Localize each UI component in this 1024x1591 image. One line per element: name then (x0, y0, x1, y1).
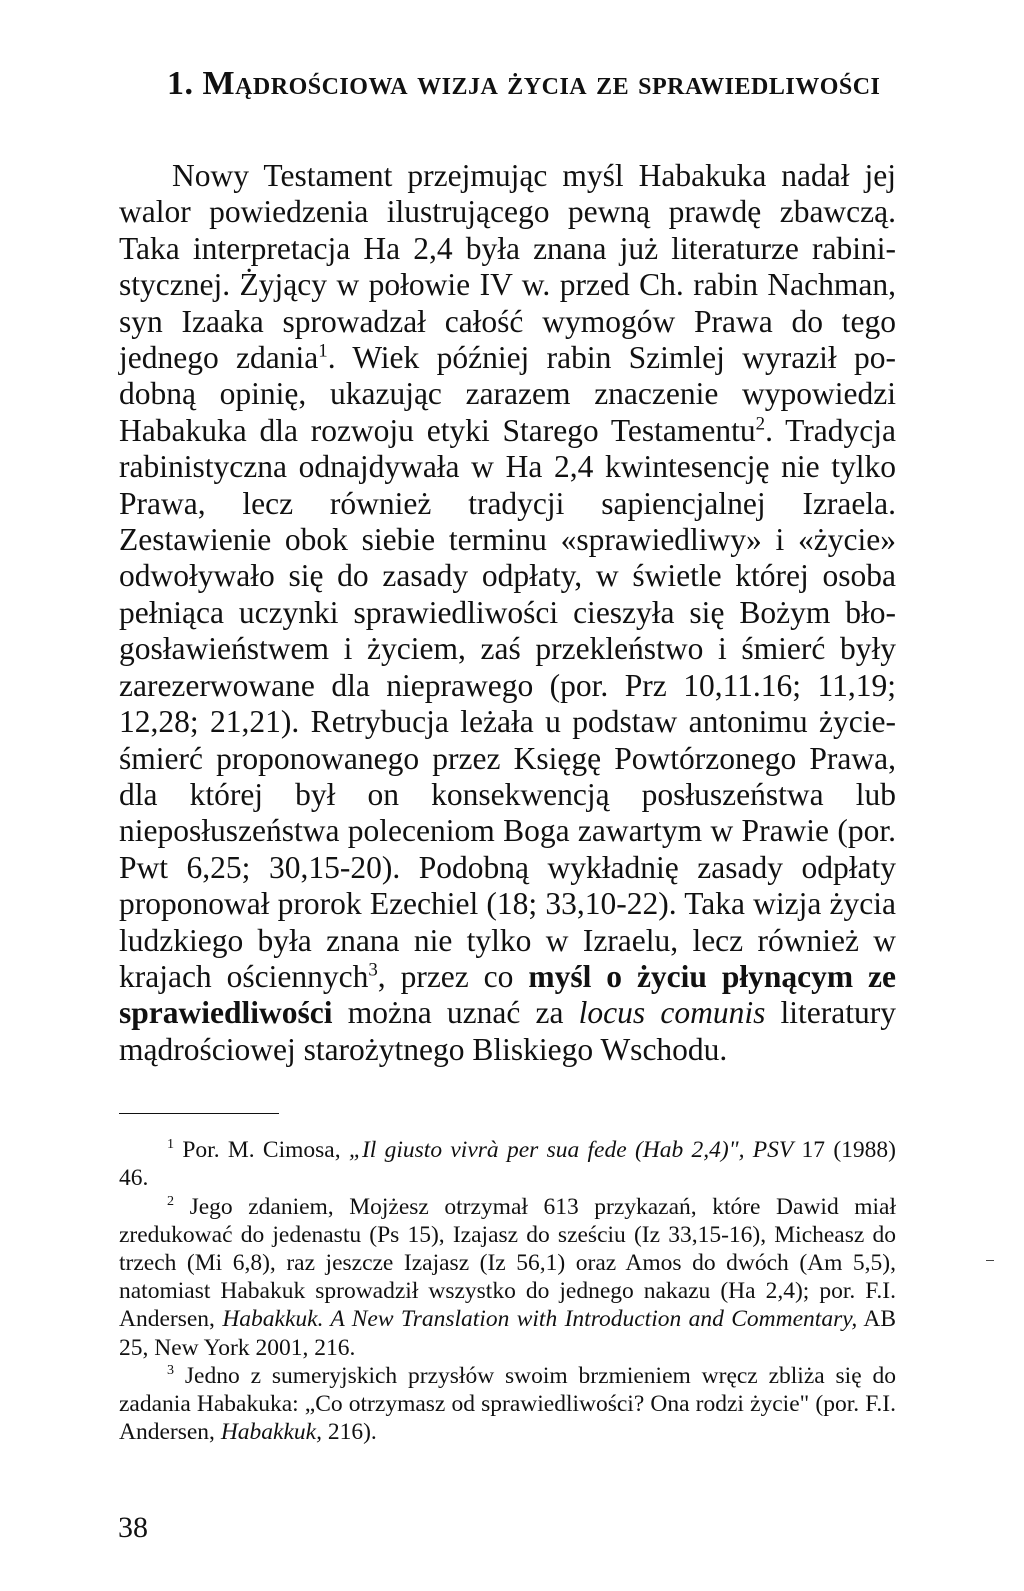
margin-mark (986, 1260, 994, 1261)
footnote-text (744, 1137, 752, 1163)
footnote-number: 1 (167, 1136, 175, 1153)
footnote-ref[interactable]: 1 (318, 340, 328, 362)
footnote-text: Por. M. Cimosa, (174, 1137, 349, 1164)
section-heading: 1. Mądrościowa wizja życia ze sprawiedliwości (167, 65, 881, 102)
body-paragraph (119, 158, 896, 1068)
emphasis-bold: myśl (528, 958, 592, 994)
footnote-text: 17 (1988) 46. (119, 1137, 896, 1192)
body-text-part: , przez co (377, 958, 529, 994)
footnote-1 (119, 1136, 896, 1192)
footnotes (119, 1136, 896, 1446)
emphasis-bold: o życiu płynącym ze sprawiedliwości (119, 958, 897, 1031)
footnote-number: 3 (167, 1361, 175, 1378)
footnote-ref[interactable]: 3 (368, 959, 378, 981)
body-text-part: można uznać za (332, 995, 579, 1031)
footnote-number: 2 (167, 1192, 175, 1209)
body-text-part: . Tradycja rabinistyczna odnajdywała w Ha 2,4 kwintesencję nie tylko Prawa, lecz również tradycji sapiencjalnej Izraela. Zestawienie obok siebie terminu «sprawiedliwy» i «życie» odwoływało się do zasady odpłaty, w świetle której osoba pełniąca uczynki sprawiedliwości cieszyła się Bożym błogosławieństwem i życiem, zaś przekleństwo i śmierć były zarezerwowane dla nieprawego (por. Prz 10,11.16; 11,19; 12,28; 21,21). Retrybucja leżała u podstaw antonimu życie-śmierć proponowanego przez Księgę Powtórzonego Prawa, dla której był on konsekwencją posłuszeństwa lub nieposłuszeństwa poleceniom Boga zawartym w Prawie (por. Pwt 6,25; 30,15-20). Podobną wykładnię zasady odpłaty proponował prorok Ezechiel (18; 33,10-22). Taka wizja życia ludzkiego była znana nie tylko w Izraelu, lecz również w krajach ościennych (119, 412, 896, 994)
footnote-text: AB 25, New York 2001, 216. (119, 1306, 896, 1361)
footnote-2 (119, 1193, 896, 1362)
page-content (119, 62, 896, 1446)
footnote-italic: Habakkuk. A New Translation with Introduction and Commentary, (222, 1306, 858, 1333)
body-text-part (591, 959, 606, 994)
footnote-italic: „Il giusto vivrà per sua fede (Hab 2,4)", (348, 1137, 745, 1164)
body-text-part: literatury mądrościowej starożytnego Bliskiego Wschodu. (119, 995, 897, 1067)
footnote-text: 216). (321, 1419, 377, 1446)
body-text-part: Nowy Testament przejmując myśl Habakuka nadał jej walor powiedzenia ilustrującego pewną prawdę zbawczą. Taka interpretacja Ha 2,4 była znana już literaturze rabinistycznej. Żyjący w połowie IV w. przed Ch. rabin Nachman, syn Izaaka sprowadzał całość wymogów Prawa do tego jednego zdania (119, 158, 896, 376)
footnote-ref[interactable]: 2 (755, 413, 766, 435)
emphasis-italic: locus comunis (578, 995, 766, 1031)
footnote-text: Jedno z sumeryjskich przysłów swoim brzmieniem wręcz zbliża się do zadania Habakuka: „Co otrzymasz od sprawiedliwości? Ona rodzi życie" (por. F.I. Andersen, (119, 1362, 896, 1446)
footnote-italic: Habakkuk, (220, 1419, 322, 1446)
page-number: 38 (118, 1511, 148, 1544)
footnote-separator (119, 1113, 279, 1114)
body-text-part: . Wiek później rabin Szimlej wyraził podobną opinię, ukazując zarazem znaczenie wypowiedzi Habakuka dla rozwoju etyki Starego Testamentu (119, 340, 896, 448)
footnote-3 (119, 1362, 896, 1447)
footnote-italic: PSV (752, 1137, 794, 1164)
footnote-text: Jego zdaniem, Mojżesz otrzymał 613 przykazań, które Dawid miał zredukować do jedenastu (Ps 15), Izajasz do sześciu (Iz 33,15-16), Micheasz do trzech (Mi 6,8), raz jeszcze Izajasz (Iz 56,1) oraz Amos do dwóch (Am 5,5), natomiast Habakuk sprowadził wszystko do jednego nakazu (Ha 2,4); por. F.I. Andersen, (119, 1193, 896, 1333)
